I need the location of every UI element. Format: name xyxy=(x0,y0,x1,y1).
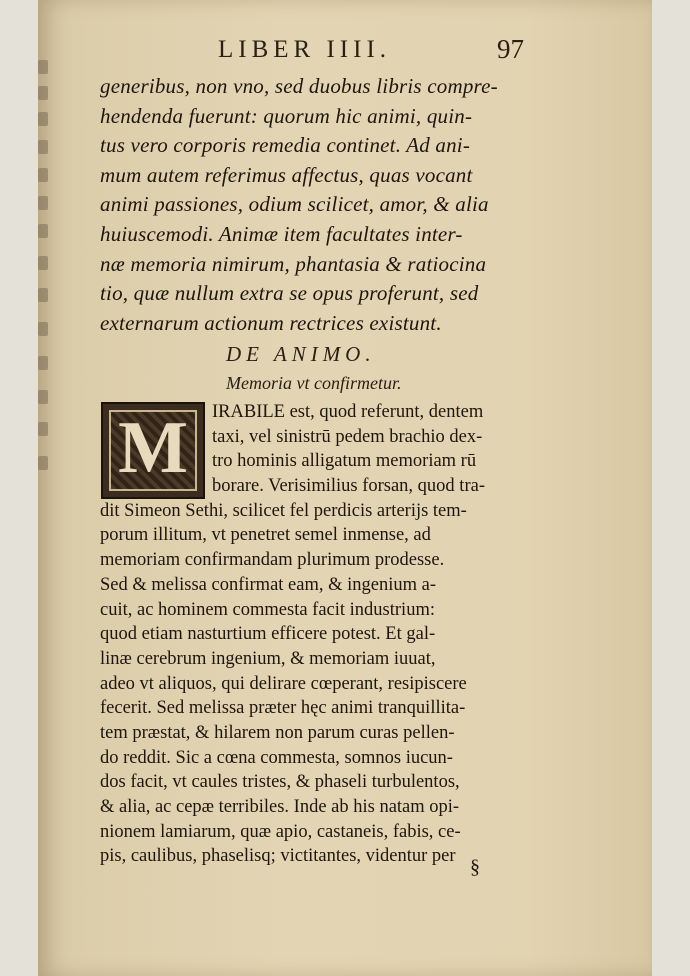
text-line: animi passiones, odium scilicet, amor, & alia xyxy=(100,192,489,217)
text-line: quod etiam nasturtium efficere potest. Et gal- xyxy=(100,624,436,645)
text-line: næ memoria nimirum, phantasia & ratiocina xyxy=(100,251,487,276)
text-line: IRABILE est, quod referunt, dentem xyxy=(212,402,484,422)
catchword: § xyxy=(470,856,480,878)
running-head: LIBER IIII. xyxy=(218,36,392,63)
facing-page-bleed xyxy=(38,60,52,500)
section-title: DE ANIMO. xyxy=(226,342,376,366)
text-line: adeo vt aliquos, qui delirare cœperant, resipiscere xyxy=(100,673,467,694)
body-paragraph xyxy=(100,402,545,871)
text-line: tro hominis alligatum memoriam rū xyxy=(212,451,477,472)
text-line: tus vero corporis remedia continet. Ad ani- xyxy=(100,133,471,158)
text-line: huiuscemodi. Animæ item facultates inter- xyxy=(100,221,463,246)
text-line: dit Simeon Sethi, scilicet fel perdicis arterijs tem- xyxy=(100,500,467,521)
text-line: tio, quæ nullum extra se opus proferunt, sed xyxy=(100,281,479,306)
text-line: porum illitum, vt penetret semel inmense, ad xyxy=(100,525,431,546)
text-line: externarum actionum rectrices existunt. xyxy=(100,310,442,335)
text-line: linæ cerebrum ingenium, & memoriam iuuat, xyxy=(100,648,436,669)
initial-letter: M xyxy=(118,407,188,489)
italic-paragraph xyxy=(100,74,545,340)
text-line: fecerit. Sed melissa præter hęc animi tranquillita- xyxy=(100,698,466,719)
page-header xyxy=(0,32,690,66)
text-line: do reddit. Sic a cœna commesta, somnos iucun- xyxy=(100,747,453,768)
text-line: pis, caulibus, phaselisq; victitantes, videntur per xyxy=(100,846,456,867)
text-line: memoriam confirmandam plurimum prodesse. xyxy=(100,550,445,571)
text-line: taxi, vel sinistrū pedem brachio dex- xyxy=(212,426,483,447)
text-line: hendenda fuerunt: quorum hic animi, quin- xyxy=(100,103,473,128)
text-line: borare. Verisimilius forsan, quod tra- xyxy=(212,476,485,497)
text-line: generibus, non vno, sed duobus libris compre- xyxy=(100,74,498,98)
text-line: dos facit, vt caules tristes, & phaseli turbulentos, xyxy=(100,772,460,793)
text-line: Sed & melissa confirmat eam, & ingenium a- xyxy=(100,574,436,595)
text-line: mum autem referimus affectus, quas vocant xyxy=(100,162,473,187)
text-line: nionem lamiarum, quæ apio, castaneis, fabis, ce- xyxy=(100,821,461,842)
page-number: 97 xyxy=(497,34,524,64)
text-line: tem præstat, & hilarem non parum curas pellen- xyxy=(100,722,455,743)
text-line: cuit, ac hominem commesta facit industrium: xyxy=(100,599,435,620)
text-line: & alia, ac cepæ terribiles. Inde ab his natam opi- xyxy=(100,797,460,817)
section-subtitle: Memoria vt confirmetur. xyxy=(226,373,402,393)
